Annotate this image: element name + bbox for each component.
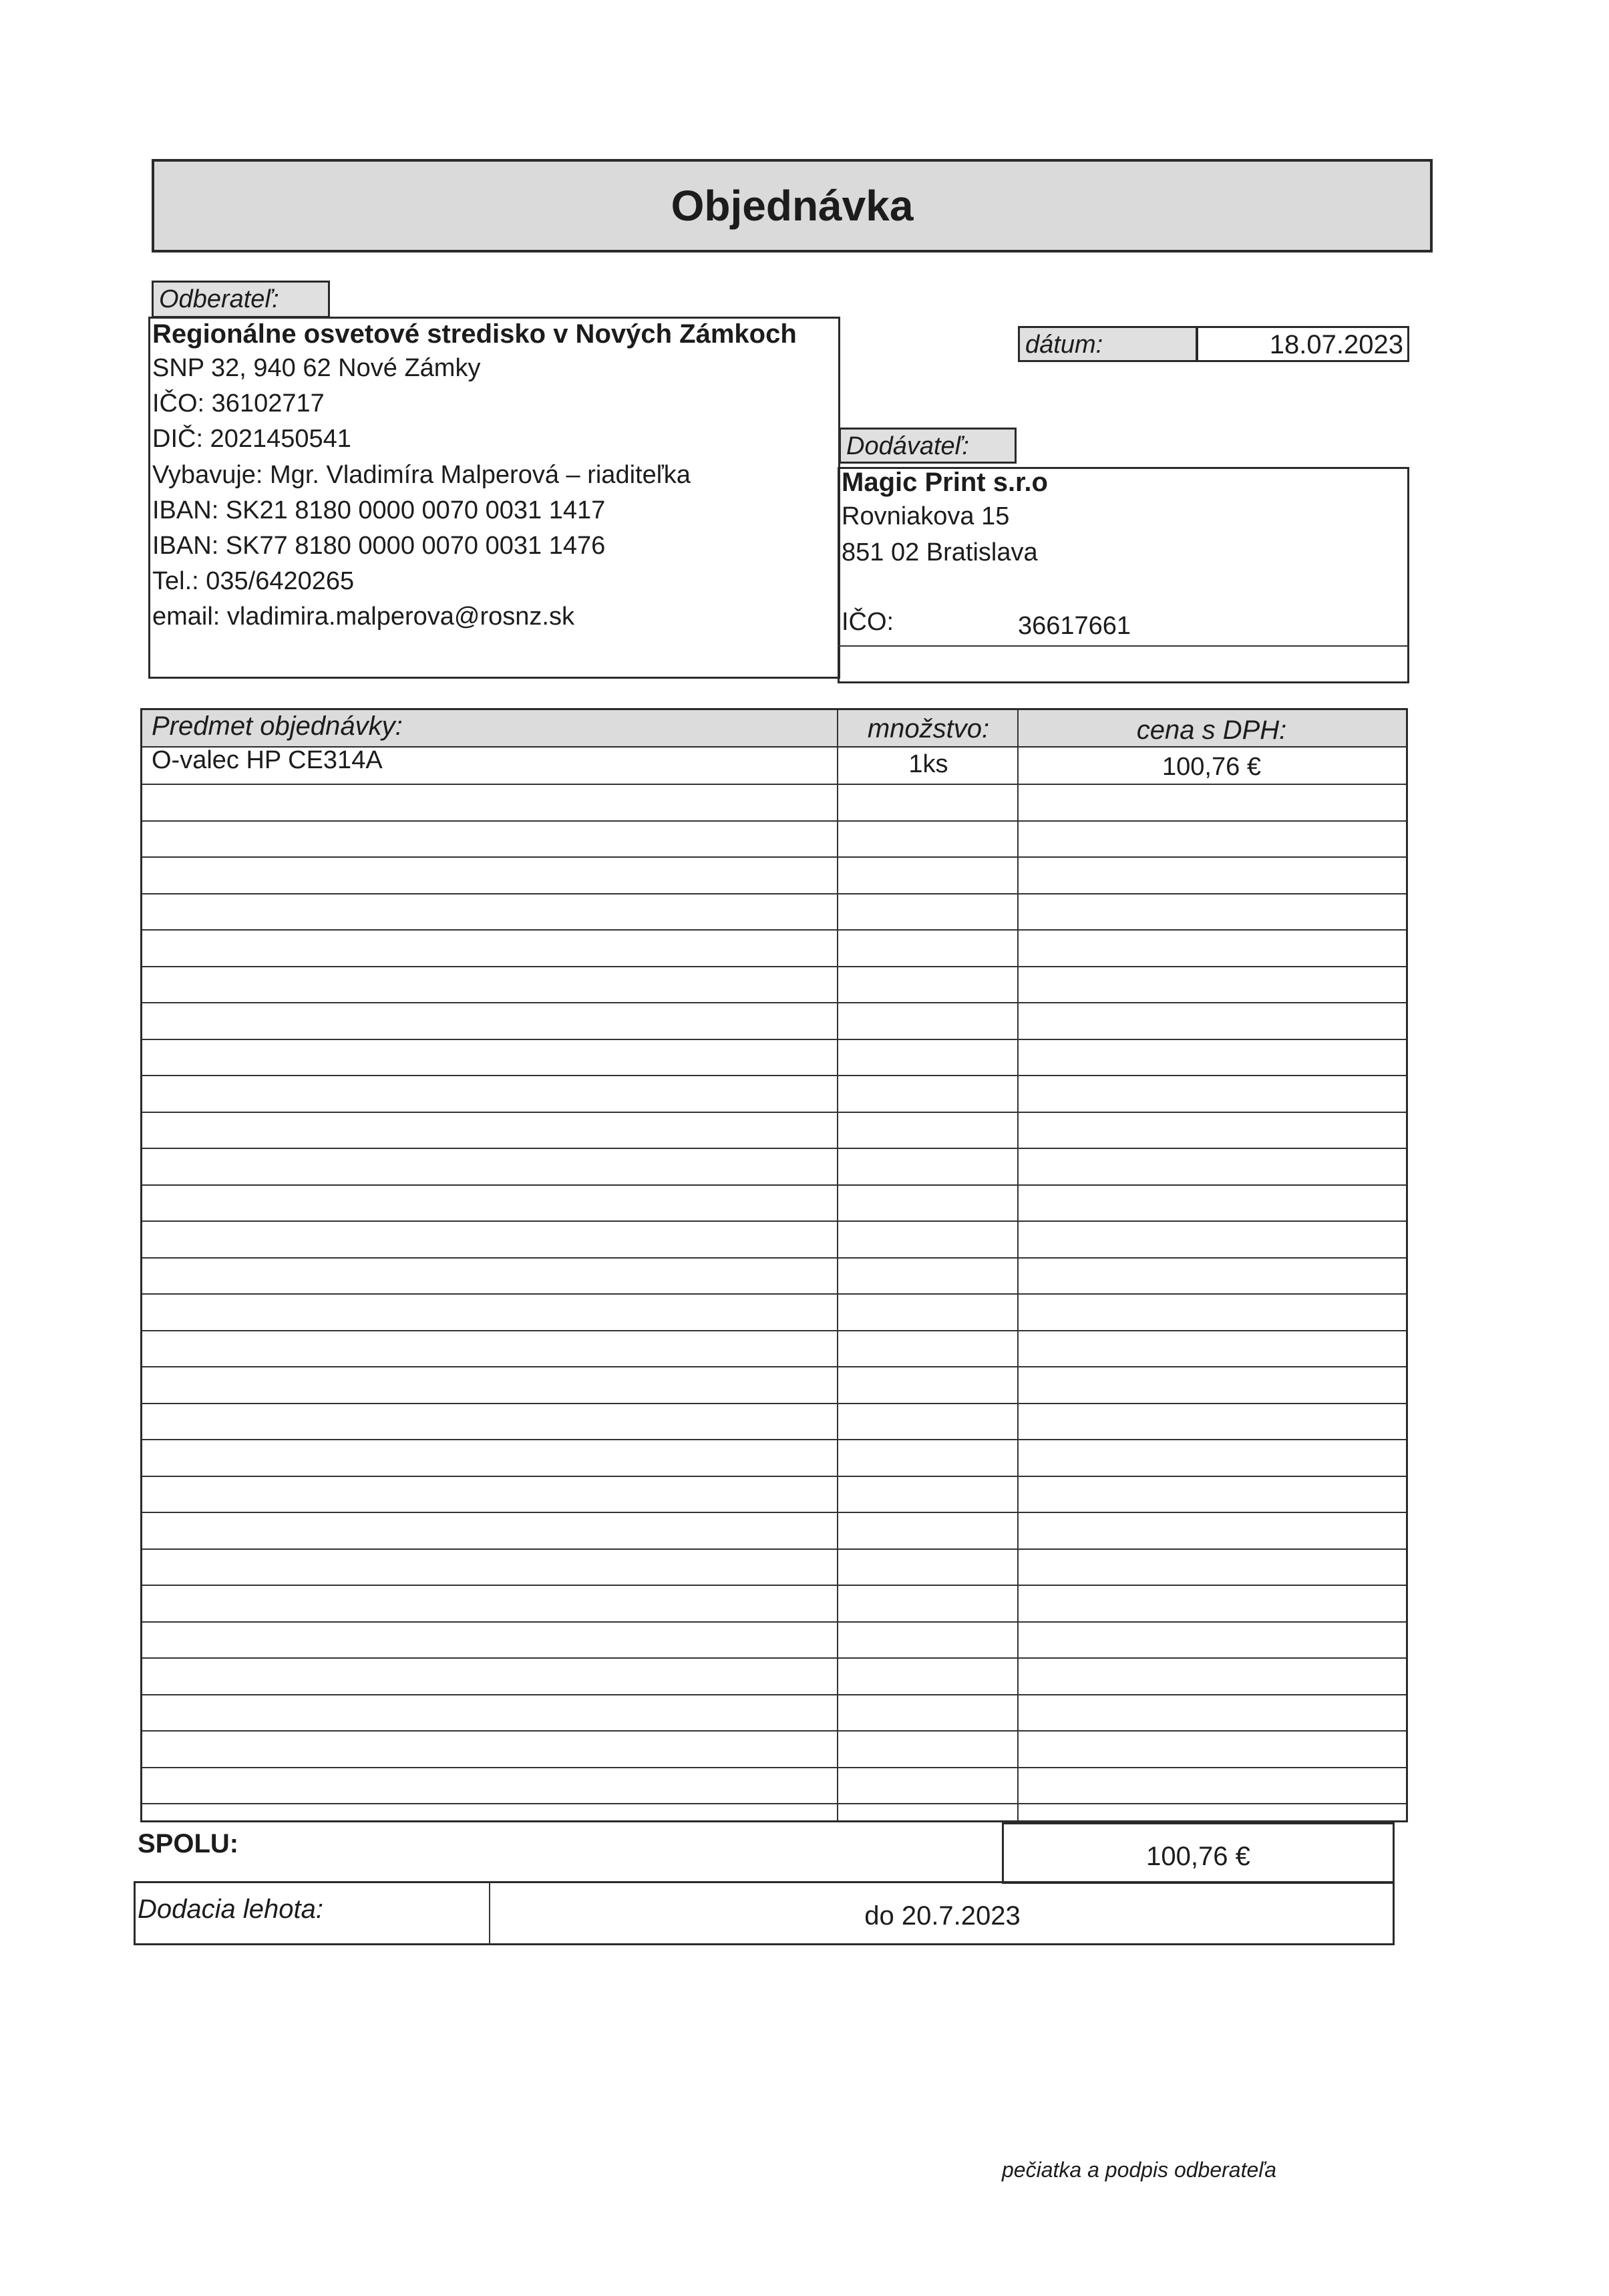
table-row-line — [142, 1002, 1406, 1003]
header-quantity: množstvo: — [867, 714, 990, 744]
table-row-line — [142, 1403, 1406, 1404]
customer-dic: DIČ: 2021450541 — [152, 425, 351, 453]
table-row-line — [142, 1730, 1406, 1732]
table-row-line — [142, 966, 1406, 967]
supplier-street: Rovniakova 15 — [842, 502, 1010, 530]
table-row-line — [142, 1803, 1406, 1804]
table-row-line — [142, 1621, 1406, 1623]
items-table — [140, 708, 1408, 1822]
table-row-line — [142, 1512, 1406, 1513]
customer-contact: Vybavuje: Mgr. Vladimíra Malperová – riaditeľka — [152, 461, 691, 489]
supplier-divider — [838, 645, 1409, 647]
table-row-line — [142, 1476, 1406, 1477]
supplier-city: 851 02 Bratislava — [842, 538, 1038, 566]
customer-iban-2: IBAN: SK77 8180 0000 0070 0031 1476 — [152, 532, 606, 560]
customer-label: Odberateľ: — [152, 281, 330, 318]
total-value: 100,76 € — [1002, 1822, 1395, 1884]
table-row-line — [142, 820, 1406, 822]
table-row-line — [142, 1293, 1406, 1295]
table-row-line — [142, 784, 1406, 785]
table-row-line — [142, 1439, 1406, 1440]
customer-ico: IČO: 36102717 — [152, 389, 325, 418]
table-row-line — [142, 893, 1406, 894]
total-label: SPOLU: — [138, 1829, 239, 1858]
table-row-line — [142, 929, 1406, 931]
table-row-line — [142, 1657, 1406, 1659]
table-row-line — [142, 1220, 1406, 1222]
supplier-name: Magic Print s.r.o — [842, 468, 1048, 497]
item-row-1-quantity: 1ks — [908, 750, 948, 778]
supplier-frame — [838, 467, 1409, 683]
customer-name: Regionálne osvetové stredisko v Nových Zámkoch — [152, 319, 797, 349]
table-row-line — [142, 1075, 1406, 1076]
table-row-line — [142, 1184, 1406, 1186]
delivery-value: do 20.7.2023 — [864, 1901, 1021, 1931]
table-row-line — [142, 1767, 1406, 1768]
table-row-line — [142, 1330, 1406, 1331]
table-row-line — [142, 1257, 1406, 1259]
customer-phone: Tel.: 035/6420265 — [152, 567, 355, 595]
table-row-line — [142, 1548, 1406, 1550]
supplier-ico-value: 36617661 — [1018, 612, 1131, 640]
date-label: dátum: — [1018, 326, 1198, 362]
supplier-label: Dodávateľ: — [839, 428, 1017, 464]
table-column-line — [837, 710, 838, 1820]
table-row-line — [142, 1366, 1406, 1367]
header-item: Predmet objednávky: — [152, 711, 403, 741]
item-row-1-name: O-valec HP CE314A — [152, 746, 383, 774]
table-row-line — [142, 1694, 1406, 1695]
customer-iban-1: IBAN: SK21 8180 0000 0070 0031 1417 — [152, 496, 606, 524]
header-price: cena s DPH: — [1136, 715, 1287, 745]
supplier-ico-label: IČO: — [842, 608, 894, 636]
customer-address: SNP 32, 940 62 Nové Zámky — [152, 354, 481, 382]
table-row-line — [142, 1112, 1406, 1113]
item-row-1-price: 100,76 € — [1162, 753, 1261, 781]
customer-email: email: vladimira.malperova@rosnz.sk — [152, 603, 574, 631]
signature-label: pečiatka a podpis odberateľa — [1002, 2158, 1277, 2182]
delivery-label: Dodacia lehota: — [138, 1895, 323, 1924]
table-row-line — [142, 856, 1406, 858]
date-value: 18.07.2023 — [1196, 326, 1409, 362]
table-row-line — [142, 1585, 1406, 1586]
table-row-line — [142, 1039, 1406, 1040]
table-column-line — [1017, 710, 1019, 1820]
document-title: Objednávka — [671, 182, 914, 230]
table-row-line — [142, 1148, 1406, 1149]
